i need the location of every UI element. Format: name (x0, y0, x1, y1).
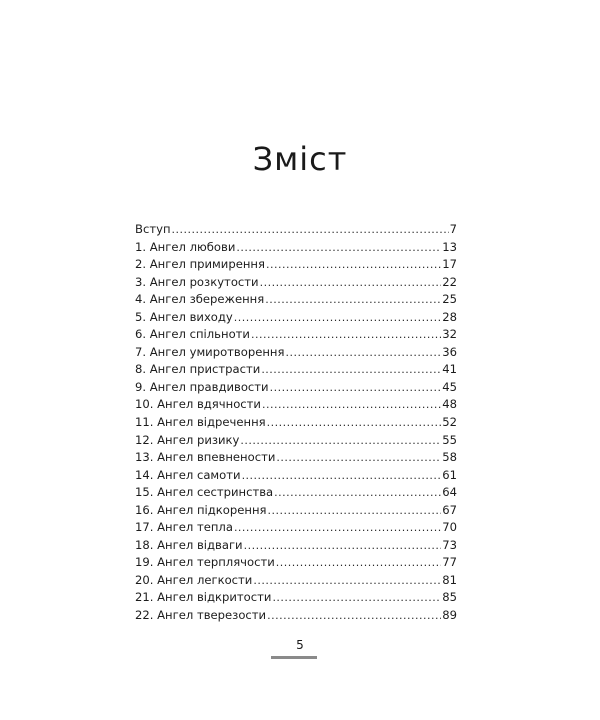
toc-entry-label: 2. Ангел примирення (135, 257, 265, 272)
toc-dot-leader (267, 607, 441, 625)
toc-entry (135, 256, 457, 274)
toc-entry-label: 3. Ангел розкутости (135, 274, 259, 289)
toc-entry-label: 18. Ангел відваги (135, 537, 243, 552)
toc-entry (135, 361, 457, 379)
toc-entry-label: 1. Ангел любови (135, 239, 236, 254)
toc-dot-leader (236, 239, 441, 257)
page-number: 5 (296, 638, 304, 652)
toc-entry-page: 85 (442, 590, 457, 605)
toc-entry-page: 22 (442, 274, 457, 289)
toc-entry-label: Вступ (135, 222, 171, 236)
toc-entry-page: 70 (442, 520, 457, 535)
toc-entry (135, 221, 457, 239)
toc-entry-label: 6. Ангел спільноти (135, 327, 250, 342)
toc-entry-page: 89 (442, 608, 457, 623)
toc-entry-page: 81 (442, 572, 457, 587)
toc-entry (135, 467, 457, 485)
toc-entry-label: 4. Ангел збереження (135, 292, 265, 307)
toc-entry-label: 7. Ангел умиротворення (135, 344, 285, 359)
toc-entry-label: 12. Ангел ризику (135, 432, 240, 447)
toc-dot-leader (242, 467, 442, 485)
table-of-contents (135, 221, 457, 625)
toc-entry-label: 10. Ангел вдячности (135, 397, 261, 412)
toc-entry (135, 502, 457, 520)
toc-entry-page: 64 (442, 485, 457, 500)
toc-dot-leader (244, 537, 442, 555)
toc-entry (135, 607, 457, 625)
toc-entry-label: 17. Ангел тепла (135, 520, 233, 535)
page-title: Зміст (252, 140, 348, 178)
toc-entry-label: 9. Ангел правдивости (135, 379, 269, 394)
toc-entry (135, 519, 457, 537)
toc-entry (135, 537, 457, 555)
toc-dot-leader (240, 432, 441, 450)
toc-dot-leader (172, 221, 449, 239)
toc-entry-page: 28 (442, 309, 457, 324)
toc-entry (135, 379, 457, 397)
toc-entry-label: 21. Ангел відкритости (135, 590, 272, 605)
toc-entry-label: 15. Ангел сестринства (135, 485, 274, 500)
toc-entry-page: 13 (442, 239, 457, 254)
toc-entry-page: 17 (442, 257, 457, 272)
toc-dot-leader (260, 274, 442, 292)
toc-entry (135, 414, 457, 432)
toc-dot-leader (272, 589, 441, 607)
toc-entry-page: 25 (442, 292, 457, 307)
toc-entry (135, 484, 457, 502)
toc-entry-label: 14. Ангел самоти (135, 467, 241, 482)
toc-entry-label: 8. Ангел пристрасти (135, 362, 261, 377)
toc-dot-leader (276, 449, 441, 467)
toc-dot-leader (267, 414, 442, 432)
toc-entry (135, 589, 457, 607)
toc-entry-page: 55 (442, 432, 457, 447)
toc-dot-leader (276, 554, 441, 572)
toc-entry-page: 48 (442, 397, 457, 412)
page-number-underline (271, 656, 317, 659)
toc-entry-page: 67 (442, 502, 457, 517)
toc-dot-leader (270, 379, 442, 397)
toc-entry-page: 7 (449, 222, 457, 236)
toc-dot-leader (251, 326, 441, 344)
toc-entry-label: 5. Ангел виходу (135, 309, 233, 324)
toc-dot-leader (274, 484, 441, 502)
toc-dot-leader (234, 309, 441, 327)
toc-entry (135, 554, 457, 572)
toc-entry-label: 22. Ангел тверезости (135, 608, 267, 623)
toc-dot-leader (285, 344, 441, 362)
toc-dot-leader (234, 519, 441, 537)
toc-dot-leader (261, 361, 441, 379)
toc-entry-label: 13. Ангел впевнености (135, 450, 276, 465)
toc-entry-label: 11. Ангел відречення (135, 415, 266, 430)
toc-dot-leader (266, 256, 441, 274)
toc-entry (135, 274, 457, 292)
toc-entry (135, 326, 457, 344)
toc-entry (135, 572, 457, 590)
toc-entry-label: 16. Ангел підкорення (135, 502, 267, 517)
toc-entry-page: 73 (442, 537, 457, 552)
toc-entry-page: 45 (442, 379, 457, 394)
toc-entry-page: 58 (442, 450, 457, 465)
toc-dot-leader (268, 502, 442, 520)
toc-entry-page: 52 (442, 415, 457, 430)
toc-entry-page: 61 (442, 467, 457, 482)
toc-entry-page: 36 (442, 344, 457, 359)
toc-entry (135, 449, 457, 467)
toc-entry-page: 77 (442, 555, 457, 570)
toc-entry-label: 19. Ангел терплячости (135, 555, 275, 570)
toc-entry (135, 396, 457, 414)
toc-entry-label: 20. Ангел легкости (135, 572, 253, 587)
toc-dot-leader (253, 572, 441, 590)
toc-entry (135, 432, 457, 450)
toc-entry (135, 239, 457, 257)
toc-entry (135, 291, 457, 309)
toc-entry (135, 344, 457, 362)
toc-entry (135, 309, 457, 327)
toc-entry-page: 32 (442, 327, 457, 342)
toc-entry-page: 41 (442, 362, 457, 377)
toc-dot-leader (265, 291, 441, 309)
toc-dot-leader (262, 396, 441, 414)
